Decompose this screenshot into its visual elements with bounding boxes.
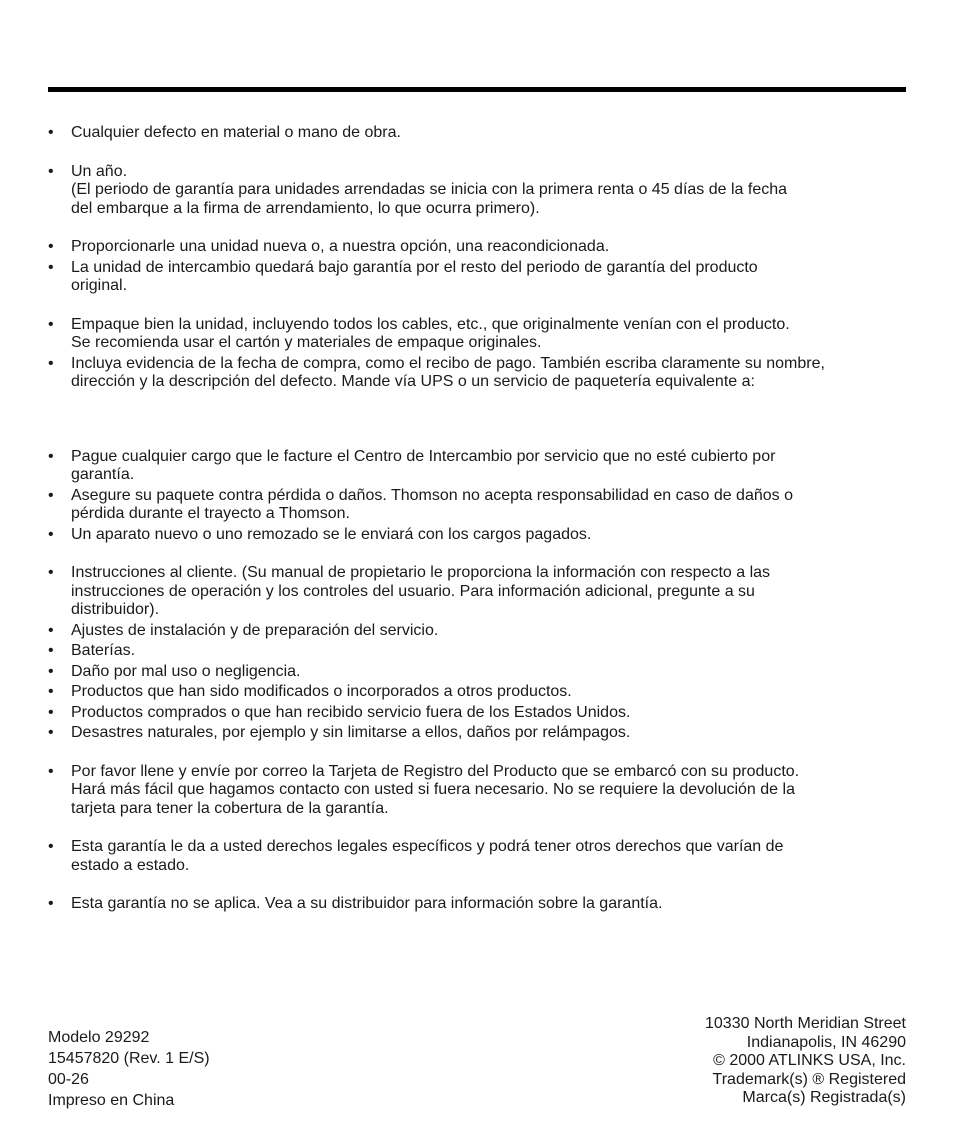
top-rule	[48, 87, 906, 92]
bullet-text-line: Esta garantía no se aplica. Vea a su distribuidor para información sobre la garantía.	[71, 895, 663, 912]
bullet-text-line: Daño por mal uso o negligencia.	[71, 662, 301, 680]
bullet-icon: •	[48, 162, 54, 180]
bullet-icon: •	[48, 662, 54, 680]
address-line: Indianapolis, IN 46290	[746, 1033, 906, 1051]
bullet-group	[48, 838, 906, 875]
bullet-text-line: Un año.	[71, 162, 128, 180]
bullet-group	[48, 316, 906, 392]
bullet-text-line: Por favor llene y envíe por correo la Tarjeta de Registro del Producto que se embarcó con su producto.	[71, 762, 800, 780]
bullet-text-line: Cualquier defecto en material o mano de obra.	[71, 124, 401, 141]
bullet-text-line: dirección y la descripción del defecto. Mande vía UPS o un servicio de paquetería equivalente a:	[71, 373, 755, 390]
address-line: © 2000 ATLINKS USA, Inc.	[713, 1052, 906, 1069]
bullet-text-line: Baterías.	[71, 642, 136, 659]
bullet-item	[48, 724, 906, 743]
model-info-line: Modelo 29292	[48, 1029, 150, 1046]
bullet-icon: •	[48, 238, 54, 255]
bullet-item	[48, 163, 906, 219]
bullet-text-line: original.	[71, 277, 128, 294]
bullet-text-line: instrucciones de operación y los controles del usuario. Para información adicional, pregunte a su	[71, 582, 755, 600]
bullet-text-line: del embarque a la firma de arrendamiento, lo que ocurra primero).	[71, 199, 540, 217]
bullet-item	[48, 895, 906, 914]
address-gap	[48, 412, 906, 448]
bullet-group	[48, 448, 906, 545]
bullet-item	[48, 763, 906, 819]
bullet-icon: •	[48, 315, 54, 333]
bullet-group	[48, 895, 906, 914]
bullet-text-line: Hará más fácil que hagamos contacto con usted si fuera necesario. No se requiere la devolución de la	[71, 781, 795, 798]
bullet-item	[48, 526, 906, 545]
address-line: Trademark(s) ® Registered	[712, 1070, 906, 1088]
bullet-text-line: Ajustes de instalación y de preparación del servicio.	[71, 621, 439, 639]
bullet-text-line: La unidad de intercambio quedará bajo garantía por el resto del periodo de garantía del producto	[71, 258, 758, 276]
bullet-text-line: Productos comprados o que han recibido servicio fuera de los Estados Unidos.	[71, 703, 631, 721]
bullet-item	[48, 355, 906, 392]
bullet-icon: •	[48, 838, 54, 855]
bullet-group	[48, 238, 906, 296]
bullet-item	[48, 124, 906, 143]
bullet-group	[48, 124, 906, 143]
bullet-text-line: (El periodo de garantía para unidades arrendadas se inicia con la primera renta o 45 días de la fecha	[71, 181, 788, 198]
bullet-icon: •	[48, 621, 54, 639]
bullet-icon: •	[48, 124, 54, 141]
bullet-text-line: Esta garantía le da a usted derechos legales específicos y podrá tener otros derechos que varían de	[71, 838, 784, 855]
bullet-text-line: tarjeta para tener la cobertura de la garantía.	[71, 799, 389, 817]
bullet-group	[48, 564, 906, 743]
bullet-item	[48, 316, 906, 353]
model-info-line: 15457820 (Rev. 1 E/S)	[48, 1050, 210, 1067]
bullet-icon: •	[48, 258, 54, 276]
bullet-item	[48, 838, 906, 875]
model-info-line: Impreso en China	[48, 1092, 175, 1109]
bullet-icon: •	[48, 486, 54, 504]
bullet-icon: •	[48, 447, 54, 465]
bullet-icon: •	[48, 762, 54, 780]
bullet-text-line: estado a estado.	[71, 856, 190, 874]
bullet-icon: •	[48, 525, 54, 543]
bullet-item	[48, 448, 906, 485]
bullet-text-line: Productos que han sido modificados o incorporados a otros productos.	[71, 683, 572, 700]
bullet-text-line: Proporcionarle una unidad nueva o, a nuestra opción, una reacondicionada.	[71, 238, 610, 255]
bullet-group	[48, 763, 906, 819]
bullet-item	[48, 622, 906, 641]
model-info	[48, 1027, 210, 1111]
bullet-text-line: Incluya evidencia de la fecha de compra, como el recibo de pago. También escriba claramente su nombre,	[71, 354, 825, 372]
bullet-text-line: Desastres naturales, por ejemplo y sin limitarse a ellos, daños por relámpagos.	[71, 724, 631, 741]
bullet-icon: •	[48, 724, 54, 741]
bullet-item	[48, 238, 906, 257]
address-line: Marca(s) Registrada(s)	[742, 1089, 906, 1106]
bullet-item	[48, 564, 906, 620]
bullet-text-line: garantía.	[71, 466, 135, 483]
bullet-icon: •	[48, 564, 54, 581]
bullet-group	[48, 163, 906, 219]
bullet-icon: •	[48, 703, 54, 721]
bullet-text-line: Asegure su paquete contra pérdida o daños. Thomson no acepta responsabilidad en caso de daños o	[71, 486, 793, 504]
bullet-icon: •	[48, 642, 54, 659]
bullet-icon: •	[48, 895, 54, 912]
bullet-text-line: Instrucciones al cliente. (Su manual de propietario le proporciona la información con respecto a las	[71, 564, 771, 581]
bullet-text-line: Un aparato nuevo o uno remozado se le enviará con los cargos pagados.	[71, 525, 592, 543]
bullet-text-line: Pague cualquier cargo que le facture el Centro de Intercambio por servicio que no esté cubierto por	[71, 447, 776, 465]
company-address	[705, 1015, 906, 1108]
warranty-content	[48, 124, 906, 934]
bullet-text-line: Se recomienda usar el cartón y materiales de empaque originales.	[71, 334, 542, 351]
bullet-item	[48, 259, 906, 296]
bullet-icon: •	[48, 683, 54, 700]
bullet-icon: •	[48, 354, 54, 372]
bullet-text-line: pérdida durante el trayecto a Thomson.	[71, 505, 350, 522]
model-info-line: 00-26	[48, 1071, 89, 1088]
bullet-text-line: Empaque bien la unidad, incluyendo todos los cables, etc., que originalmente venían con el producto.	[71, 315, 790, 333]
bullet-text-line: distribuidor).	[71, 601, 160, 618]
address-line: 10330 North Meridian Street	[705, 1015, 906, 1032]
bullet-item	[48, 642, 906, 661]
bullet-item	[48, 704, 906, 723]
bullet-item	[48, 663, 906, 682]
bullet-item	[48, 487, 906, 524]
bullet-item	[48, 683, 906, 702]
